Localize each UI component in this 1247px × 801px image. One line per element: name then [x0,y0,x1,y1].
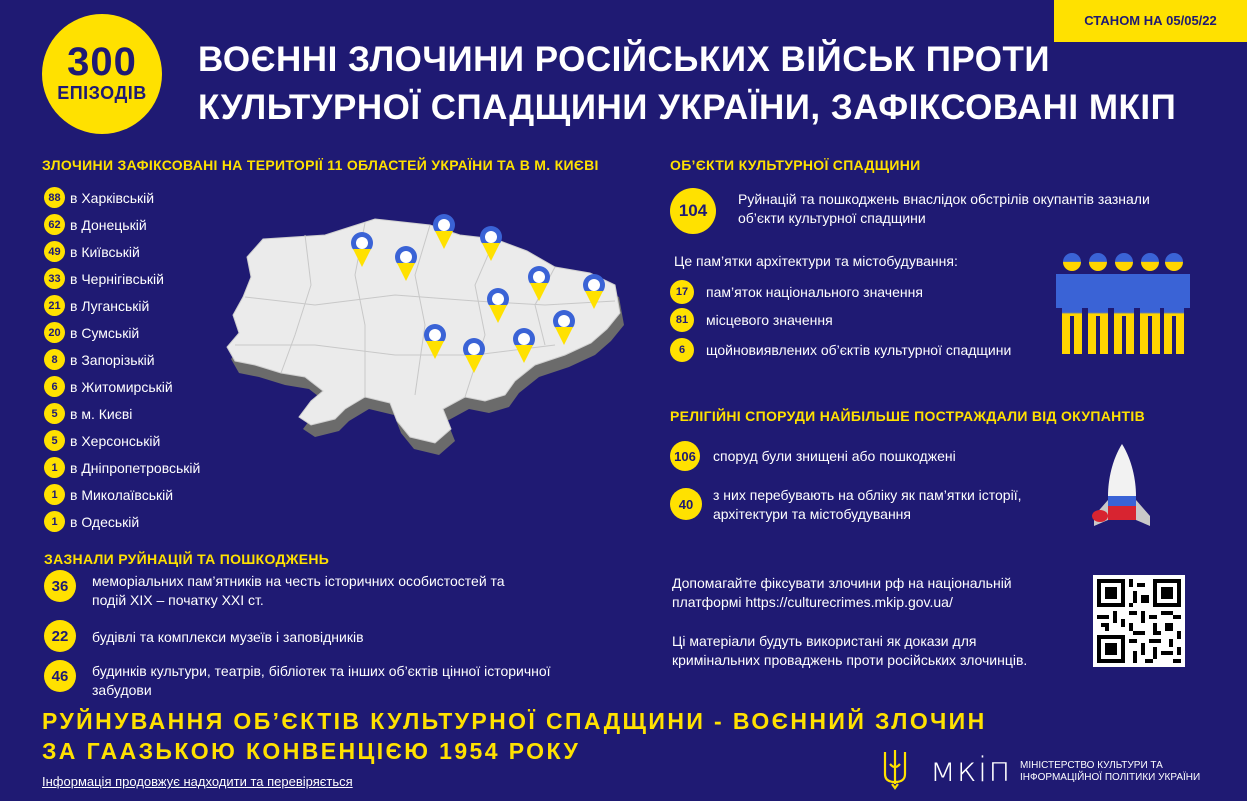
region-name: в Сумській [70,324,140,341]
map-pin-icon [461,337,487,375]
count-badge: 1 [44,484,65,505]
list-item [670,338,1011,362]
list-item [44,622,604,652]
damage-heading: ЗАЗНАЛИ РУЙНАЦІЙ ТА ПОШКОДЖЕНЬ [44,551,330,567]
count-badge: 6 [44,376,65,397]
map-pin-icon [551,309,577,347]
count-badge: 81 [670,308,694,332]
count-badge: 5 [44,403,65,424]
damage-list [44,572,604,712]
missile-icon [1090,440,1162,532]
regions-heading: ЗЛОЧИНИ ЗАФІКСОВАНІ НА ТЕРИТОРІЇ 11 ОБЛАСТЕЙ УКРАЇНИ ТА В М. КИЄВІ [42,157,599,173]
heritage-subheading: Це пам’ятки архітектури та містобудування: [674,253,958,269]
region-name: в Харківській [70,189,155,206]
region-name: в Чернігівській [70,270,164,287]
count-badge: 22 [44,620,76,652]
list-item [44,184,200,211]
ministry-logo: мкіп [930,750,1012,790]
count-badge: 62 [44,214,65,235]
religious-heading: РЕЛІГІЙНІ СПОРУДИ НАЙБІЛЬШЕ ПОСТРАЖДАЛИ ВІД ОКУПАНТІВ [670,408,1145,424]
list-item [44,572,604,610]
count-badge: 17 [670,280,694,304]
count-badge: 6 [670,338,694,362]
list-item [44,238,200,265]
bottom-line-1: РУЙНУВАННЯ ОБ’ЄКТІВ КУЛЬТУРНОЇ СПАДЩИНИ - ВОЄННИЙ ЗЛОЧИН [42,708,987,734]
item-text: місцевого значення [706,311,833,328]
region-name: в Житомирській [70,378,173,395]
bottom-line-2: ЗА ГААЗЬКОЮ КОНВЕНЦІЄЮ 1954 РОКУ [42,738,581,764]
item-text: будинків культури, театрів, бібліотек та інших об’єктів цінної історичної забудови [92,663,551,698]
list-item [670,308,833,332]
region-name: в Дніпропетровській [70,459,201,476]
episodes-label: ЕПІЗОДІВ [57,83,147,103]
religious-count-badge: 106 [670,441,700,471]
heritage-text: Руйнацій та пошкоджень внаслідок обстрілів окупантів зазнали об’єкти культурної спадщини [738,191,1150,226]
heritage-heading: ОБ’ЄКТИ КУЛЬТУРНОЇ СПАДЩИНИ [670,157,921,173]
list-item [44,346,200,373]
list-item [44,211,200,238]
item-text: будівлі та комплекси музеїв і заповідників [92,629,364,645]
ministry-name [1020,760,1230,784]
trident-icon [882,748,908,790]
qr-code-icon[interactable] [1093,575,1185,667]
map-pin-icon [393,245,419,283]
list-item [44,427,200,454]
list-item [44,373,200,400]
count-badge: 1 [44,457,65,478]
footnote: Інформація продовжує надходити та перевіряється [42,774,353,789]
list-item [670,280,923,304]
map-pin-icon [422,323,448,361]
region-name: в Луганській [70,297,150,314]
bottom-statement [42,706,987,766]
item-text: пам’яток національного значення [706,283,923,300]
count-badge: 33 [44,268,65,289]
heritage-count-badge: 104 [670,188,716,234]
region-name: в Одеській [70,513,140,530]
map-pin-icon [349,231,375,269]
map-pin-icon [511,327,537,365]
region-name: в Донецькій [70,216,147,233]
item-text: меморіальних пам’ятників на честь історичних особистостей та подій XIX – початку XXI ст. [92,573,505,608]
map-pins [215,205,635,455]
title-line-2: КУЛЬТУРНОЇ СПАДЩИНИ УКРАЇНИ, ЗАФІКСОВАНІ МКІП [198,88,1177,127]
list-item [44,508,200,535]
ministry-line-2: ІНФОРМАЦІЙНОЇ ПОЛІТИКИ УКРАЇНИ [1020,772,1201,783]
religious-text-2: з них перебувають на обліку як пам’ятки історії, архітектури та містобудування [713,487,1022,522]
region-name: в Запорізькій [70,351,155,368]
help-text-2: Ці матеріали будуть використані як докази для кримінальних проваджень проти російських злочинців. [672,633,1028,668]
map-pin-icon [526,265,552,303]
list-item [44,481,200,508]
map-pin-icon [581,273,607,311]
episodes-count: 300 [67,40,137,84]
map-pin-icon [431,213,457,251]
date-badge: СТАНОМ НА 05/05/22 [1054,0,1247,42]
list-item [44,400,200,427]
page-title [198,36,1198,132]
region-name: в Київській [70,243,140,260]
list-item [44,662,604,700]
map-pin-icon [478,225,504,263]
region-name: в Миколаївській [70,486,174,503]
count-badge: 20 [44,322,65,343]
count-badge: 49 [44,241,65,262]
count-badge: 21 [44,295,65,316]
people-flag-icon [1052,250,1194,356]
list-item [44,265,200,292]
count-badge: 46 [44,660,76,692]
list-item [44,319,200,346]
count-badge: 88 [44,187,65,208]
count-badge: 5 [44,430,65,451]
count-badge: 8 [44,349,65,370]
ministry-line-1: МІНІСТЕРСТВО КУЛЬТУРИ ТА [1020,760,1163,771]
title-line-1: ВОЄННІ ЗЛОЧИНИ РОСІЙСЬКИХ ВІЙСЬК ПРОТИ [198,40,1051,79]
religious-count-badge: 40 [670,488,702,520]
episodes-badge [42,14,162,134]
list-item [44,454,200,481]
region-list [44,184,200,535]
religious-text-1: споруд були знищені або пошкоджені [713,448,956,464]
count-badge: 36 [44,570,76,602]
item-text: щойновиявлених об’єктів культурної спадщини [706,341,1012,358]
region-name: в м. Києві [70,405,133,422]
list-item [44,292,200,319]
map-pin-icon [485,287,511,325]
region-name: в Херсонській [70,432,161,449]
help-text-1: Допомагайте фіксувати злочини рф на національній платформі https://culturecrimes.mkip.gov.ua/ [672,575,1012,610]
count-badge: 1 [44,511,65,532]
